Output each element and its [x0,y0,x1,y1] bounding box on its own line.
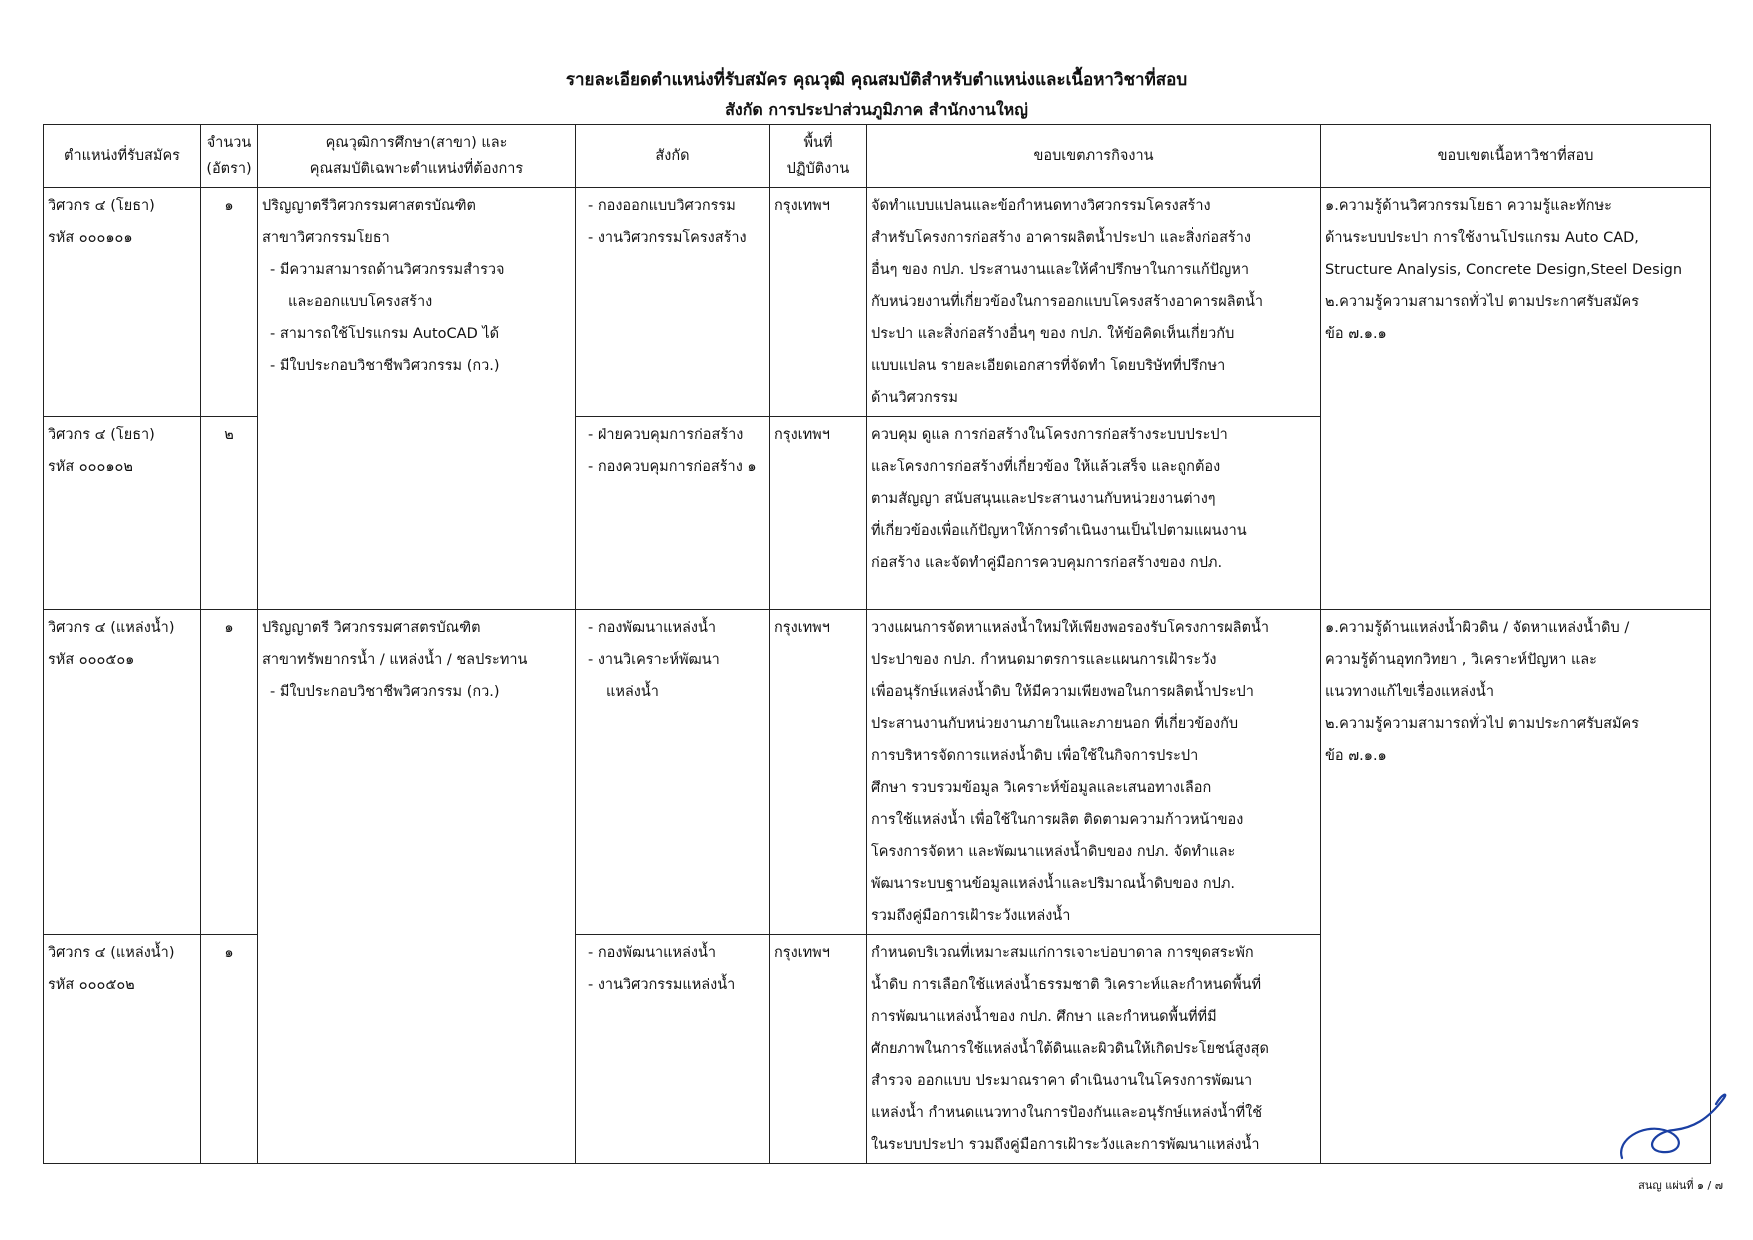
col-header-area: พื้นที่ ปฏิบัติงาน [770,125,867,188]
count-cell: ๒ [201,417,258,610]
area-cell: กรุงเทพฯ [770,610,867,935]
area-cell: กรุงเทพฯ [770,188,867,417]
scope-cell: วางแผนการจัดหาแหล่งน้ำใหม่ให้เพียงพอรองรับโครงการผลิตน้ำ ประปาของ กปภ. กำหนดมาตรการและแผนการเฝ้าระวัง เพื่ออนุรักษ์แหล่งน้ำดิบ ให้มีความเพียงพอในการผลิตน้ำประปา ประสานงานกับหน่วยงานภายในและภายนอก ที่เกี่ยวข้องกับ การบริหารจัดการแหล่งน้ำดิบ เพื่อใช้ในกิจการประปา ศึกษา รวบรวมข้อมูล วิเคราะห์ข้อมูลและเสนอทางเลือก การใช้แหล่งน้ำ เพื่อใช้ในการผลิต ติดตามความก้าวหน้าของ โครงการจัดหา และพัฒนาแหล่งน้ำดิบของ กปภ. จัดทำและ พัฒนาระบบฐานข้อมูลแหล่งน้ำและปริมาณน้ำดิบของ กปภ. รวมถึงคู่มือการเฝ้าระวังแหล่งน้ำ [867,610,1321,935]
signature-mark [1612,1080,1742,1170]
document-title: รายละเอียดตำแหน่งที่รับสมัคร คุณวุฒิ คุณสมบัติสำหรับตำแหน่งและเนื้อหาวิชาที่สอบ [565,70,1188,90]
count-cell: ๑ [201,610,258,935]
page-footer: สนญ แผ่นที่ ๑ / ๗ [1638,1179,1723,1192]
col-header-qualification: คุณวุฒิการศึกษา(สาขา) และ คุณสมบัติเฉพาะตำแหน่งที่ต้องการ [258,125,576,188]
col-header-exam: ขอบเขตเนื้อหาวิชาที่สอบ [1321,125,1711,188]
area-cell: กรุงเทพฯ [770,935,867,1164]
scope-cell: จัดทำแบบแปลนและข้อกำหนดทางวิศวกรรมโครงสร้าง สำหรับโครงการก่อสร้าง อาคารผลิตน้ำประปา และสิ่งก่อสร้าง อื่นๆ ของ กปภ. ประสานงานและให้คำปรึกษาในการแก้ปัญหา กับหน่วยงานที่เกี่ยวข้องในการออกแบบโครงสร้างอาคารผลิตน้ำ ประปา และสิ่งก่อสร้างอื่นๆ ของ กปภ. ให้ข้อคิดเห็นเกี่ยวกับ แบบแปลน รายละเอียดเอกสารที่จัดทำ โดยบริษัทที่ปรึกษา ด้านวิศวกรรม [867,188,1321,417]
qualification-cell: ปริญญาตรีวิศวกรรมศาสตรบัณฑิต สาขาวิศวกรรมโยธา - มีความสามารถด้านวิศวกรรมสำรวจ และออกแบบโครงสร้าง - สามารถใช้โปรแกรม AutoCAD ได้ - มีใบประกอบวิชาชีพวิศวกรรม (กว.) [258,188,576,610]
position-cell: วิศวกร ๔ (โยธา) รหัส ๐๐๐๑๐๒ [44,417,201,610]
unit-cell: - กองพัฒนาแหล่งน้ำ - งานวิศวกรรมแหล่งน้ำ [576,935,770,1164]
count-cell: ๑ [201,188,258,417]
document-subtitle: สังกัด การประปาส่วนภูมิภาค สำนักงานใหญ่ [725,100,1028,119]
positions-table [43,124,1711,1164]
col-header-count: จำนวน (อัตรา) [201,125,258,188]
scope-cell: ควบคุม ดูแล การก่อสร้างในโครงการก่อสร้างระบบประปา และโครงการก่อสร้างที่เกี่ยวข้อง ให้แล้วเสร็จ และถูกต้อง ตามสัญญา สนับสนุนและประสานงานกับหน่วยงานต่างๆ ที่เกี่ยวข้องเพื่อแก้ปัญหาให้การดำเนินงานเป็นไปตามแผนงาน ก่อสร้าง และจัดทำคู่มือการควบคุมการก่อสร้างของ กปภ. [867,417,1321,610]
col-header-position: ตำแหน่งที่รับสมัคร [44,125,201,188]
table-row [44,188,1711,417]
position-cell: วิศวกร ๔ (โยธา) รหัส ๐๐๐๑๐๑ [44,188,201,417]
exam-cell: ๑.ความรู้ด้านวิศวกรรมโยธา ความรู้และทักษะ ด้านระบบประปา การใช้งานโปรแกรม Auto CAD, Structure Analysis, Concrete Design,Steel Design ๒.ความรู้ความสามารถทั่วไป ตามประกาศรับสมัคร ข้อ ๗.๑.๑ [1321,188,1711,610]
unit-cell: - ฝ่ายควบคุมการก่อสร้าง - กองควบคุมการก่อสร้าง ๑ [576,417,770,610]
position-cell: วิศวกร ๔ (แหล่งน้ำ) รหัส ๐๐๐๕๐๑ [44,610,201,935]
exam-cell: ๑.ความรู้ด้านแหล่งน้ำผิวดิน / จัดหาแหล่งน้ำดิบ / ความรู้ด้านอุทกวิทยา , วิเคราะห์ปัญหา และ แนวทางแก้ไขเรื่องแหล่งน้ำ ๒.ความรู้ความสามารถทั่วไป ตามประกาศรับสมัคร ข้อ ๗.๑.๑ [1321,610,1711,1164]
table-row [44,610,1711,935]
col-header-scope: ขอบเขตภารกิจงาน [867,125,1321,188]
table-header-row [44,125,1711,188]
unit-cell: - กองพัฒนาแหล่งน้ำ - งานวิเคราะห์พัฒนา แหล่งน้ำ [576,610,770,935]
qualification-cell: ปริญญาตรี วิศวกรรมศาสตรบัณฑิต สาขาทรัพยากรน้ำ / แหล่งน้ำ / ชลประทาน - มีใบประกอบวิชาชีพวิศวกรรม (กว.) [258,610,576,1164]
area-cell: กรุงเทพฯ [770,417,867,610]
position-cell: วิศวกร ๔ (แหล่งน้ำ) รหัส ๐๐๐๕๐๒ [44,935,201,1164]
count-cell: ๑ [201,935,258,1164]
unit-cell: - กองออกแบบวิศวกรรม - งานวิศวกรรมโครงสร้าง [576,188,770,417]
col-header-unit: สังกัด [576,125,770,188]
scope-cell: กำหนดบริเวณที่เหมาะสมแก่การเจาะบ่อบาดาล การขุดสระพัก น้ำดิบ การเลือกใช้แหล่งน้ำธรรมชาติ วิเคราะห์และกำหนดพื้นที่ การพัฒนาแหล่งน้ำของ กปภ. ศึกษา และกำหนดพื้นที่ที่มี ศักยภาพในการใช้แหล่งน้ำใต้ดินและผิวดินให้เกิดประโยชน์สูงสุด สำรวจ ออกแบบ ประมาณราคา ดำเนินงานในโครงการพัฒนา แหล่งน้ำ กำหนดแนวทางในการป้องกันและอนุรักษ์แหล่งน้ำที่ใช้ ในระบบประปา รวมถึงคู่มือการเฝ้าระวังและการพัฒนาแหล่งน้ำ [867,935,1321,1164]
